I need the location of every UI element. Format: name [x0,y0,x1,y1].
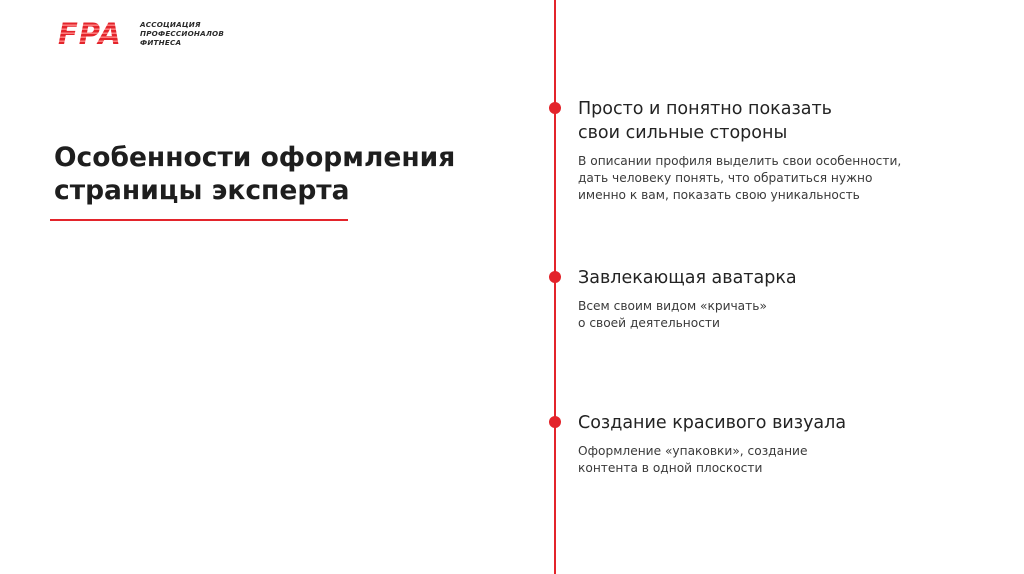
title-underline [50,219,348,221]
feature-point-1-title [578,97,998,145]
feature-point-1-desc-line-1: В описании профиля выделить свои особенности, [578,154,902,168]
logo-line-3: ФИТНЕСА [140,37,182,47]
logo-text [140,20,224,47]
timeline-dot-3 [549,416,561,428]
fpa-logo [56,18,224,48]
logo-line-2: ПРОФЕССИОНАЛОВ [140,28,225,38]
timeline-line [554,0,556,574]
feature-point-3 [578,411,998,477]
page-title-line-1: Особенности оформления [54,142,456,173]
feature-point-1 [578,97,998,204]
feature-point-3-description [578,443,998,477]
timeline-dot-2 [549,271,561,283]
feature-point-3-title-line-1: Создание красивого визуала [578,413,847,433]
page-title-line-2: страницы эксперта [54,175,350,206]
logo-line-1: АССОЦИАЦИЯ [140,19,201,29]
feature-point-3-desc-line-1: Оформление «упаковки», создание [578,444,808,458]
feature-point-2-title-line-1: Завлекающая аватарка [578,268,797,288]
fpa-logo-mark [56,18,132,48]
feature-point-2-desc-line-1: Всем своим видом «кричать» [578,299,767,313]
feature-point-1-description [578,153,998,204]
page-title [54,141,514,207]
feature-point-2-desc-line-2: о своей деятельности [578,316,720,330]
feature-point-2 [578,266,998,332]
feature-point-1-title-line-2: свои сильные стороны [578,123,788,143]
feature-point-3-desc-line-2: контента в одной плоскости [578,461,763,475]
feature-point-3-title [578,411,998,435]
feature-point-2-description [578,298,998,332]
feature-point-1-desc-line-2: дать человеку понять, что обратиться нужно [578,171,873,185]
logo-mark-text: FPA [58,18,122,48]
feature-point-1-title-line-1: Просто и понятно показать [578,99,832,119]
feature-point-2-title [578,266,998,290]
feature-point-1-desc-line-3: именно к вам, показать свою уникальность [578,188,860,202]
timeline-dot-1 [549,102,561,114]
